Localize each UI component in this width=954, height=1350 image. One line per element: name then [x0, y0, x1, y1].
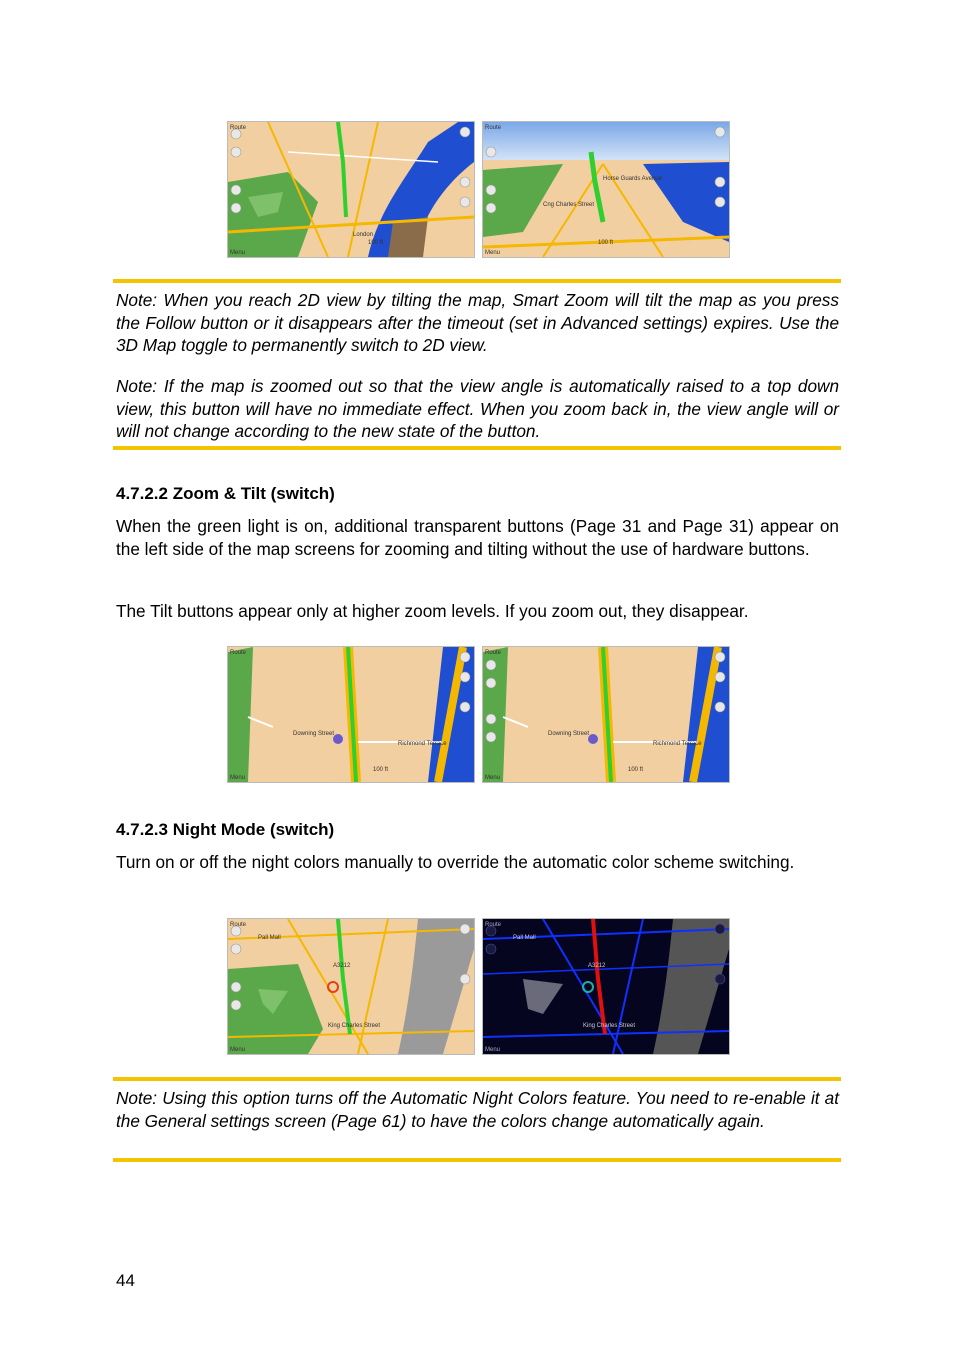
map-place-label: London — [353, 232, 374, 238]
note-text: Note: If the map is zoomed out so that the view angle is automatically raised to a top down view, this button will have no immediate effect. When you zoom back in, the view angle will or will not change according to the new state of the button. — [116, 376, 839, 441]
map-street-label: King Charles Street — [328, 1023, 381, 1029]
map-menu-label[interactable]: Menu — [485, 775, 501, 781]
note-top-rule — [113, 279, 841, 283]
map-route-label[interactable]: Route — [485, 922, 502, 928]
map-scale-label: 100 ft — [373, 767, 389, 773]
note-bottom-rule — [113, 446, 841, 450]
map-street-label: Downing Street — [293, 731, 335, 737]
map-menu-label[interactable]: Menu — [485, 250, 501, 256]
note-bottom-rule — [113, 1158, 841, 1162]
map-route-label[interactable]: Route — [230, 922, 247, 928]
map-route-label[interactable]: Route — [485, 125, 502, 131]
map-street-label: King Charles Street — [583, 1023, 636, 1029]
map-route-label[interactable]: Route — [230, 125, 247, 131]
map-menu-label[interactable]: Menu — [230, 775, 246, 781]
map-scale-label: 100 ft — [368, 240, 384, 246]
map-street-label: Cng Charles Street — [543, 202, 595, 208]
note-text: Note: When you reach 2D view by tilting the map, Smart Zoom will tilt the map as you press the Follow button or it disappears after the timeout (set in Advanced settings) expires. Use the 3D Map toggle to permanently switch to 2D view. — [116, 290, 839, 355]
section-heading: 4.7.2.2 Zoom & Tilt (switch) — [116, 484, 335, 503]
map-scale-label: 100 ft — [598, 240, 614, 246]
map-route-label[interactable]: Route — [230, 650, 247, 656]
map-street-label: Richmond Terrace — [653, 741, 702, 747]
map-menu-label[interactable]: Menu — [230, 250, 246, 256]
note-top-rule — [113, 1077, 841, 1081]
map-scale-label: 100 ft — [628, 767, 644, 773]
body-paragraph: When the green light is on, additional transparent buttons (Page 31 and Page 31) appear on the left side of the map screens for zooming and tilting without the use of hardware buttons. — [116, 516, 839, 559]
map-screenshot-2d — [227, 121, 475, 258]
map-menu-label[interactable]: Menu — [230, 1047, 246, 1053]
map-screenshot-night-colors — [482, 918, 730, 1055]
section-heading: 4.7.2.3 Night Mode (switch) — [116, 820, 335, 839]
map-street-label: Horse Guards Avenue — [603, 176, 662, 182]
map-menu-label[interactable]: Menu — [485, 1047, 501, 1053]
map-street-label: Pall Mall — [513, 935, 536, 941]
map-street-label: Downing Street — [548, 731, 590, 737]
note-text: Note: Using this option turns off the Automatic Night Colors feature. You need to re-enable it at the General settings screen (Page 61) to have the colors change automatically again. — [116, 1088, 839, 1131]
map-screenshot-3d — [482, 121, 730, 258]
body-paragraph: The Tilt buttons appear only at higher zoom levels. If you zoom out, they disappear. — [116, 601, 749, 621]
map-screenshot-without-zoom-buttons — [227, 646, 475, 783]
map-screenshot-with-zoom-buttons — [482, 646, 730, 783]
body-paragraph: Turn on or off the night colors manually to override the automatic color scheme switching. — [116, 852, 795, 872]
map-street-label: Richmond Terrace — [398, 741, 447, 747]
page-number: 44 — [116, 1271, 135, 1290]
map-road-label: A3212 — [333, 963, 351, 969]
map-street-label: Pall Mall — [258, 935, 281, 941]
map-screenshot-day-colors — [227, 918, 475, 1055]
map-route-label[interactable]: Route — [485, 650, 502, 656]
map-road-label: A3212 — [588, 963, 606, 969]
